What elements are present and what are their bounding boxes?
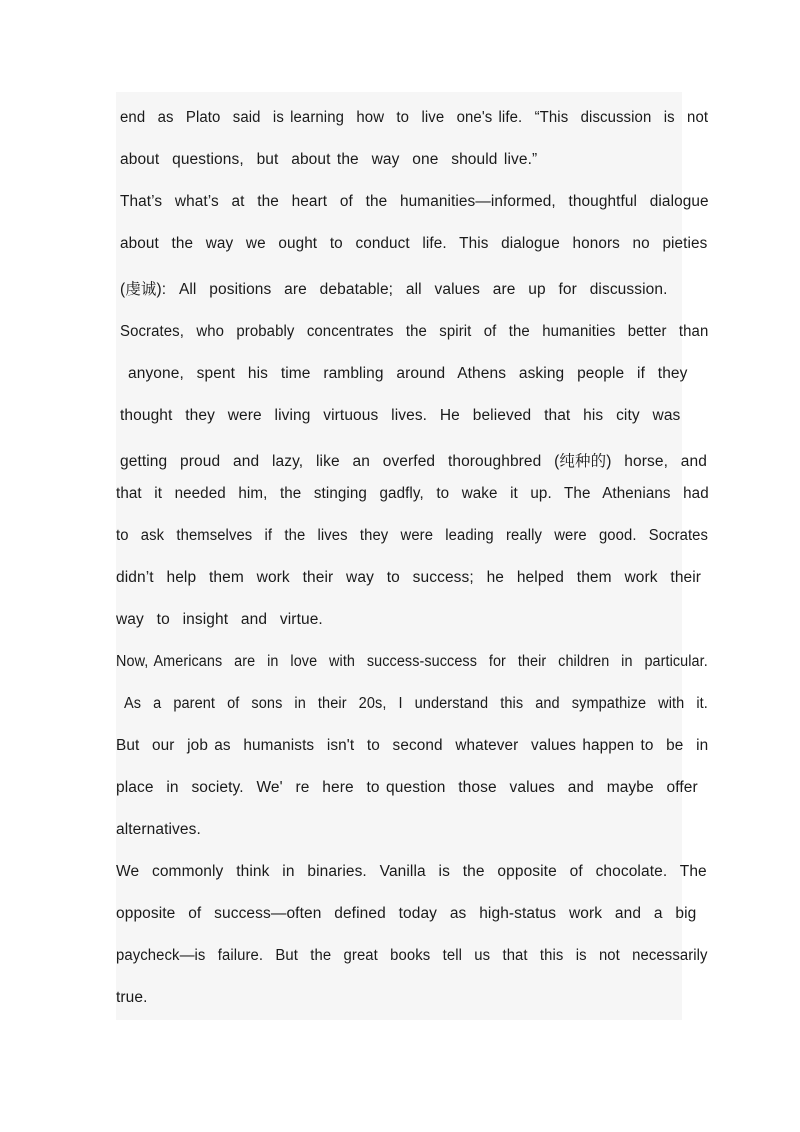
- text-line: getting proud and lazy, like an overfed thoroughbred (纯种的) horse, and: [120, 453, 707, 470]
- text-line: alternatives.: [116, 821, 201, 838]
- text-line: about the way we ought to conduct life. This dialogue honors no pieties: [120, 235, 708, 252]
- text-line: (虔诚): All positions are debatable; all values are up for discussion.: [120, 281, 668, 298]
- text-line: place in society. We' re here to question those values and maybe offer: [116, 779, 698, 796]
- text-line: that it needed him, the stinging gadfly, to wake it up. The Athenians had: [116, 485, 709, 502]
- text-line: opposite of success—often defined today as high-status work and a big: [116, 905, 697, 922]
- text-line: way to insight and virtue.: [116, 611, 323, 628]
- text-line: We commonly think in binaries. Vanilla is the opposite of chocolate. The: [116, 863, 707, 880]
- text-line: paycheck—is failure. But the great books tell us that this is not necessarily: [116, 947, 708, 964]
- text-line: anyone, spent his time rambling around Athens asking people if they: [128, 365, 688, 382]
- text-line: didn’t help them work their way to success; he helped them work their: [116, 569, 702, 586]
- text-line: true.: [116, 989, 148, 1006]
- text-line: end as Plato said is learning how to live one's life. “This discussion is not: [120, 109, 709, 126]
- text-line: Socrates, who probably concentrates the spirit of the humanities better than: [120, 323, 709, 340]
- text-line: Now, Americans are in love with success-success for their children in particular.: [116, 653, 708, 670]
- text-line: to ask themselves if the lives they were leading really were good. Socrates: [116, 527, 709, 544]
- text-line: That’s what’s at the heart of the humanities—informed, thoughtful dialogue: [120, 193, 709, 210]
- text-line: As a parent of sons in their 20s, I understand this and sympathize with it.: [124, 695, 708, 712]
- text-line: about questions, but about the way one should live.”: [120, 151, 538, 168]
- text-line: But our job as humanists isn't to second whatever values happen to be in: [116, 737, 709, 754]
- text-line: thought they were living virtuous lives. He believed that his city was: [120, 407, 681, 424]
